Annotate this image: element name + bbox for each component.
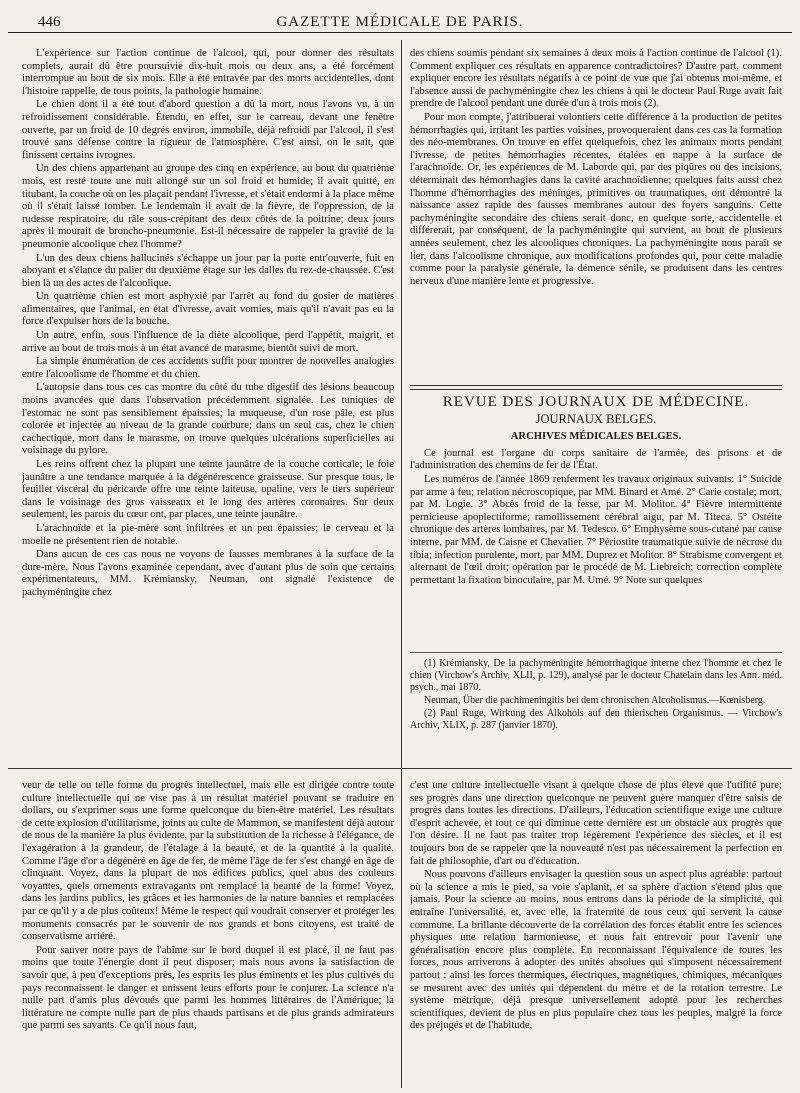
review-section-heading: ARCHIVES MÉDICALES BELGES. bbox=[510, 431, 682, 443]
paragraph: Dans aucun de ces cas nous ne voyons de fausses membranes à la surface de la dure-mère. Nous l'avons examinée cependant, avec d'autant plus de soin que certains expérimentateurs, MM. Krémiansky, Neuman, ont signalé l'existence de pachyméningite chez bbox=[22, 549, 394, 598]
review-section bbox=[410, 392, 782, 640]
paragraph: des chiens soumis pendant six semaines à deux mois à l'action continue de l'alcool (1). Comment expliquer ces résultats en apparence contradictoires? D'autre part, comment expliquer encore les résultats négatifs à ce point de vue que j'ai obtenus moi-même, et l'absence aussi de pachyméningite chez les chiens à qui le docteur Paul Ruge avait fait prendre de l'alcool pendant une durée d'un à trois mois (2). bbox=[410, 48, 782, 110]
page-divider bbox=[8, 768, 792, 769]
paragraph: c'est une culture intellectuelle visant à quelque chose de plus élevé que l'utilité pure; ses progrès dans une direction quelconque ne peuvent guère manquer d'être saisis de progrès dans toutes les directions. D'ailleurs, l'éducation scientifique exige une culture d'esprit achevée, et tout ce qui diminue cette dernière est un obstacle aux progrès que l'on désire. Il ne faut pas traiter trop légèrement l'expérience des siècles, et il est toujours bon de se rappeler que la nouveauté n'est pas nécessairement la perfection en fait de philosophie, d'art ou d'éducation. bbox=[410, 780, 782, 867]
bottom-right-column bbox=[410, 780, 782, 1090]
paragraph: L'autopsie dans tous ces cas montre du côté du tube digestif des lésions beaucoup moins avancées que dans l'observation précédemment signalée. Les tuniques de l'estomac ne sont pas sensiblement épaissies; la muqueuse, d'un rose pâle, est plus colorée et injectée au niveau de la grande courbure; dans un seul cas, chez le chien cachectique, mort dans le marasme, on trouve quelques ulcérations superficielles au voisinage du pylore. bbox=[22, 382, 394, 457]
footnote-rule bbox=[410, 652, 782, 653]
footnote: Neuman, Über die pachimeningitis bei dem chronischen Alcoholismus.—Kœnisberg. bbox=[424, 695, 766, 706]
paragraph: veur de telle ou telle forme du progrès intellectuel, mais elle est dirigée contre toute culture intellectuelle qui ne vise pas à un résultat matériel pouvant se traduire en dollars, ou s'exprimer sous une forme quelconque du bien-être matériel. Les résultats de cette explosion d'utilitarisme, joints au culte de Mammon, se manifestent déjà autour de nous de la manière la plus évidente, par la substitution de la richesse à l'élégance, de l'exagération à la grandeur, de l'étalage à la beauté, et de la quantité à la qualité. Comme l'âge d'or a dégénéré en âge de fer, de même l'âge de fer s'est changé en âge de clinquant. Voyez, dans la plupart de nos édifices publics, quel abus des couleurs voyantes, quels ornements extravagants ont remplacé la beauté de la forme! Voyez, dans les jardins publics, les grâces et les harmonies de la nature bannies et remplacées par ce qu'il y a de plus coûteux! Même le respect qui voudrait conserver et protéger les monuments consacrés par le souvenir de nos grands et bons citoyens, est traité de conservatisme arriéré. bbox=[22, 780, 394, 943]
paragraph: Un quatrième chien est mort asphyxié par l'arrêt au fond du gosier de matières alimentaires, que l'animal, en état d'ivresse, avait vomies, mais qu'il n'avait pas eu la force d'expulser hors de la bouche. bbox=[22, 291, 394, 328]
paragraph: L'un des deux chiens hallucinés s'échappe un jour par la porte entr'ouverte, fuit en aboyant et s'élance du palier du deuxième étage sur les dalles du rez-de-chaussée. C'est bien là un des actes de l'alcoolique. bbox=[22, 252, 394, 289]
paragraph: Les numéros de l'année 1869 renferment les travaux originaux suivants: 1° Suicide par arme à feu; relation nécroscopique, par MM. Binard et Amé. 2° Carie costale; mort, par M. Logie. 3° Abcès froid de la fesse, par M. Molitor. 4° Fièvre intermittente pernicieuse apoplectiforme; ramollissement cérébral aigu, par M. Titeca. 5° Ostéite chronique des artères lombaires, par M. Tedesco. 6° Emphysème sous-cutané par cause interne, par MM. de Caisne et Chevalier. 7° Périostite traumatique suivie de nécrose du tibia; infection purulente, mort, par MM. Duprez et Molitor. 8° Strabisme convergent et alternant de l'œil droit; opération par le procédé de M. Liebreich; correction complète permettant la fixation binoculaire, par M. Umé. 9° Note sur quelques bbox=[410, 473, 782, 586]
paragraph: Un autre, enfin, sous l'influence de la diète alcoolique, perd l'appétit, maigrit, et arrive au bout de trois mois à un état avancé de marasme, bientôt suivi de mort. bbox=[22, 330, 394, 354]
paragraph: L'arachnoïde et la pie-mère sont infiltrées et un peu épaissies; le cerveau et la moelle ne présentent rien de notable. bbox=[22, 522, 394, 547]
left-column bbox=[22, 48, 394, 765]
right-column bbox=[410, 48, 782, 375]
paragraph: Un des chiens appartenant au groupe des cinq en expérience, au bout du quatrième mois, est resté toute une nuit allongé sur un sol froid et humide; il avait quitté, en titubant, la couche où on les plaçait pendant l'ivresse, et s'était endormi à la place même où il s'était laissé tomber. Le lendemain il avait de la fièvre, de l'oppression, de la rudesse respiratoire, du râle sous-crépitant des deux côtés de la poitrine; deux jours après il mourait de broncho-pneumonie. Est-il nécessaire de rappeler la gravité de la pneumonie alcoolique chez l'homme? bbox=[22, 163, 394, 250]
column-divider bbox=[401, 40, 402, 1088]
footnote: (1) Krémiansky, De la pachyméningite hémorrhagique interne chez l'homme et chez le chien (Virchow's Archiv, XLII, p. 129), analysé par le docteur Chatelain dans les Ann. méd. psych., mai 1870. bbox=[410, 658, 782, 693]
paragraph: La simple énumération de ces accidents suffit pour montrer de nouvelles analogies entre l'alcoolisme de l'homme et du chien. bbox=[22, 356, 394, 380]
paragraph: Nous pouvons d'ailleurs envisager la question sous un aspect plus agréable: partout où la science a mis le pied, sa voie s'aplanit, et sa sphère d'action s'étend plus que jamais. Pour la science au moins, nous entrons dans la période de la simplicité, qui entraîne l'universalité, et, avec elle, la fraternité de tous ceux qui servent la cause commune. La brillante découverte de la corrélation des forces établit entre les sciences physiques une relation harmonieuse, et nous fait entrevoir pour l'avenir une généralisation encore plus complète. En reconnaissant l'équivalence de toutes les forces, nous arriverons à adopter des unités absolues qui s'imposent nécessairement partout : ainsi les forces thermiques, électriques, magnétiques, chimiques, mécaniques se mesurent avec des unités qui dépendent du mètre et de la rotation terrestre. Le système métrique, déjà presque universellement adopté pour les recherches scientifiques, devient de plus en plus populaire chez tous les peuples, malgré la force des préjugés et de l'habitude, bbox=[410, 869, 782, 1032]
page-header bbox=[8, 8, 792, 33]
bottom-left-column bbox=[22, 780, 394, 1090]
page-number: 446 bbox=[38, 14, 61, 30]
paragraph: Pour sauver notre pays de l'abîme sur le bord duquel il est placé, il ne faut pas moins que toute l'énergie dont il peut disposer; mais nous avons la satisfaction de savoir que, à peu d'exceptions près, les esprits les plus éminents et les plus cultivés du pays reconnaissent le danger et unissent leurs efforts pour le conjurer. La science n'a nulle part d'amis plus dévoués que parmi les hommes littéraires de l'Amérique; la littérature ne compte nulle part de plus chauds partisans et de plus grands admirateurs que parmi ses savants. Ce qu'il nous faut, bbox=[22, 944, 394, 1032]
footnote: (2) Paul Ruge, Wirkung des Alkohols auf den thierischen Organismus. — Virchow's Archiv, XLIX, p. 287 (janvier 1870). bbox=[410, 708, 782, 731]
paragraph: Ce journal est l'organe du corps sanitaire de l'armée, des prisons et de l'administration des chemins de fer de l'État. bbox=[410, 447, 782, 472]
journal-title: GAZETTE MÉDICALE DE PARIS. bbox=[276, 14, 524, 30]
footnotes bbox=[410, 658, 782, 758]
paragraph: Pour mon compte, j'attribuerai volontiers cette différence à la production de petites hémorrhagies qui, irritant les parties voisines, provoqueraient dans ces cas la formation des néo-membranes. On trouve en effet quelquefois, chez les animaux morts pendant l'ivresse, de petites hémorrhagies récentes, étalées en nappe à la surface de l'arachnoïde. Or, les expériences de M. Laborde qui, par des piqûres ou des incisions, déterminait des hémorrhagies dans la cavité arachnoïdienne; quelques faits aussi chez l'homme d'hémorrhagies des méninges, primitives ou traumatiques, ont démontré la naissance assez rapide des fausses membranes autour des foyers sanguins. Cette pachyméningite secondaire des chiens serait donc, en quelque sorte, accidentelle et différerait, par conséquent, de la pachyméningite qui survient, au bout de plusieurs années seulement, chez les alcooliques chroniques. La pachyméningite nous paraît se lier, dans l'alcoolisme chronique, aux modifications profondes qui, pour cette maladie comme pour la paralysie générale, la démence sénile, se produisent dans les centres nerveux d'une manière lente et progressive. bbox=[410, 111, 782, 287]
paragraph: Les reins offrent chez la plupart une teinte jaunâtre de la couche corticale; le foie jaunâtre a une tendance marquée à la dégénérescence graisseuse. Sur presque tous, le feuillet viscéral du péricarde offre une teinte laiteuse, opaline, vers le tiers supérieur dans le voisinage des gros vaisseaux et le long des artères coronaires. Sur deux seulement, les parois du cœur ont, par places, une teinte jaunâtre. bbox=[22, 459, 394, 521]
review-title: REVUE DES JOURNAUX DE MÉDECINE. bbox=[442, 394, 750, 410]
paragraph: L'expérience sur l'action continue de l'alcool, qui, pour donner des résultats complets, aurait dû être poursuivie dix-huit mois ou deux ans, a été forcément interrompue au bout de six mois. Elle a été entravée par des morts accidentelles, dont l'histoire rappelle, de tous points, la pathologie humaine. bbox=[22, 48, 394, 97]
review-subtitle: JOURNAUX BELGES. bbox=[535, 411, 657, 426]
paragraph: Le chien dont il a été tout d'abord question a dû la mort, nous l'avons vu, à un refroidissement considérable. Étendu, en effet, sur le carreau, devant une fenêtre ouverte, par un froid de 10 degrés environ, immobile, déjà refroidi par l'alcool, il s'est trouvé sans défense contre la rigueur de l'atmosphère. C'est ainsi, on le sait, que finissent certains ivrognes. bbox=[22, 99, 394, 161]
section-rule bbox=[410, 385, 782, 390]
